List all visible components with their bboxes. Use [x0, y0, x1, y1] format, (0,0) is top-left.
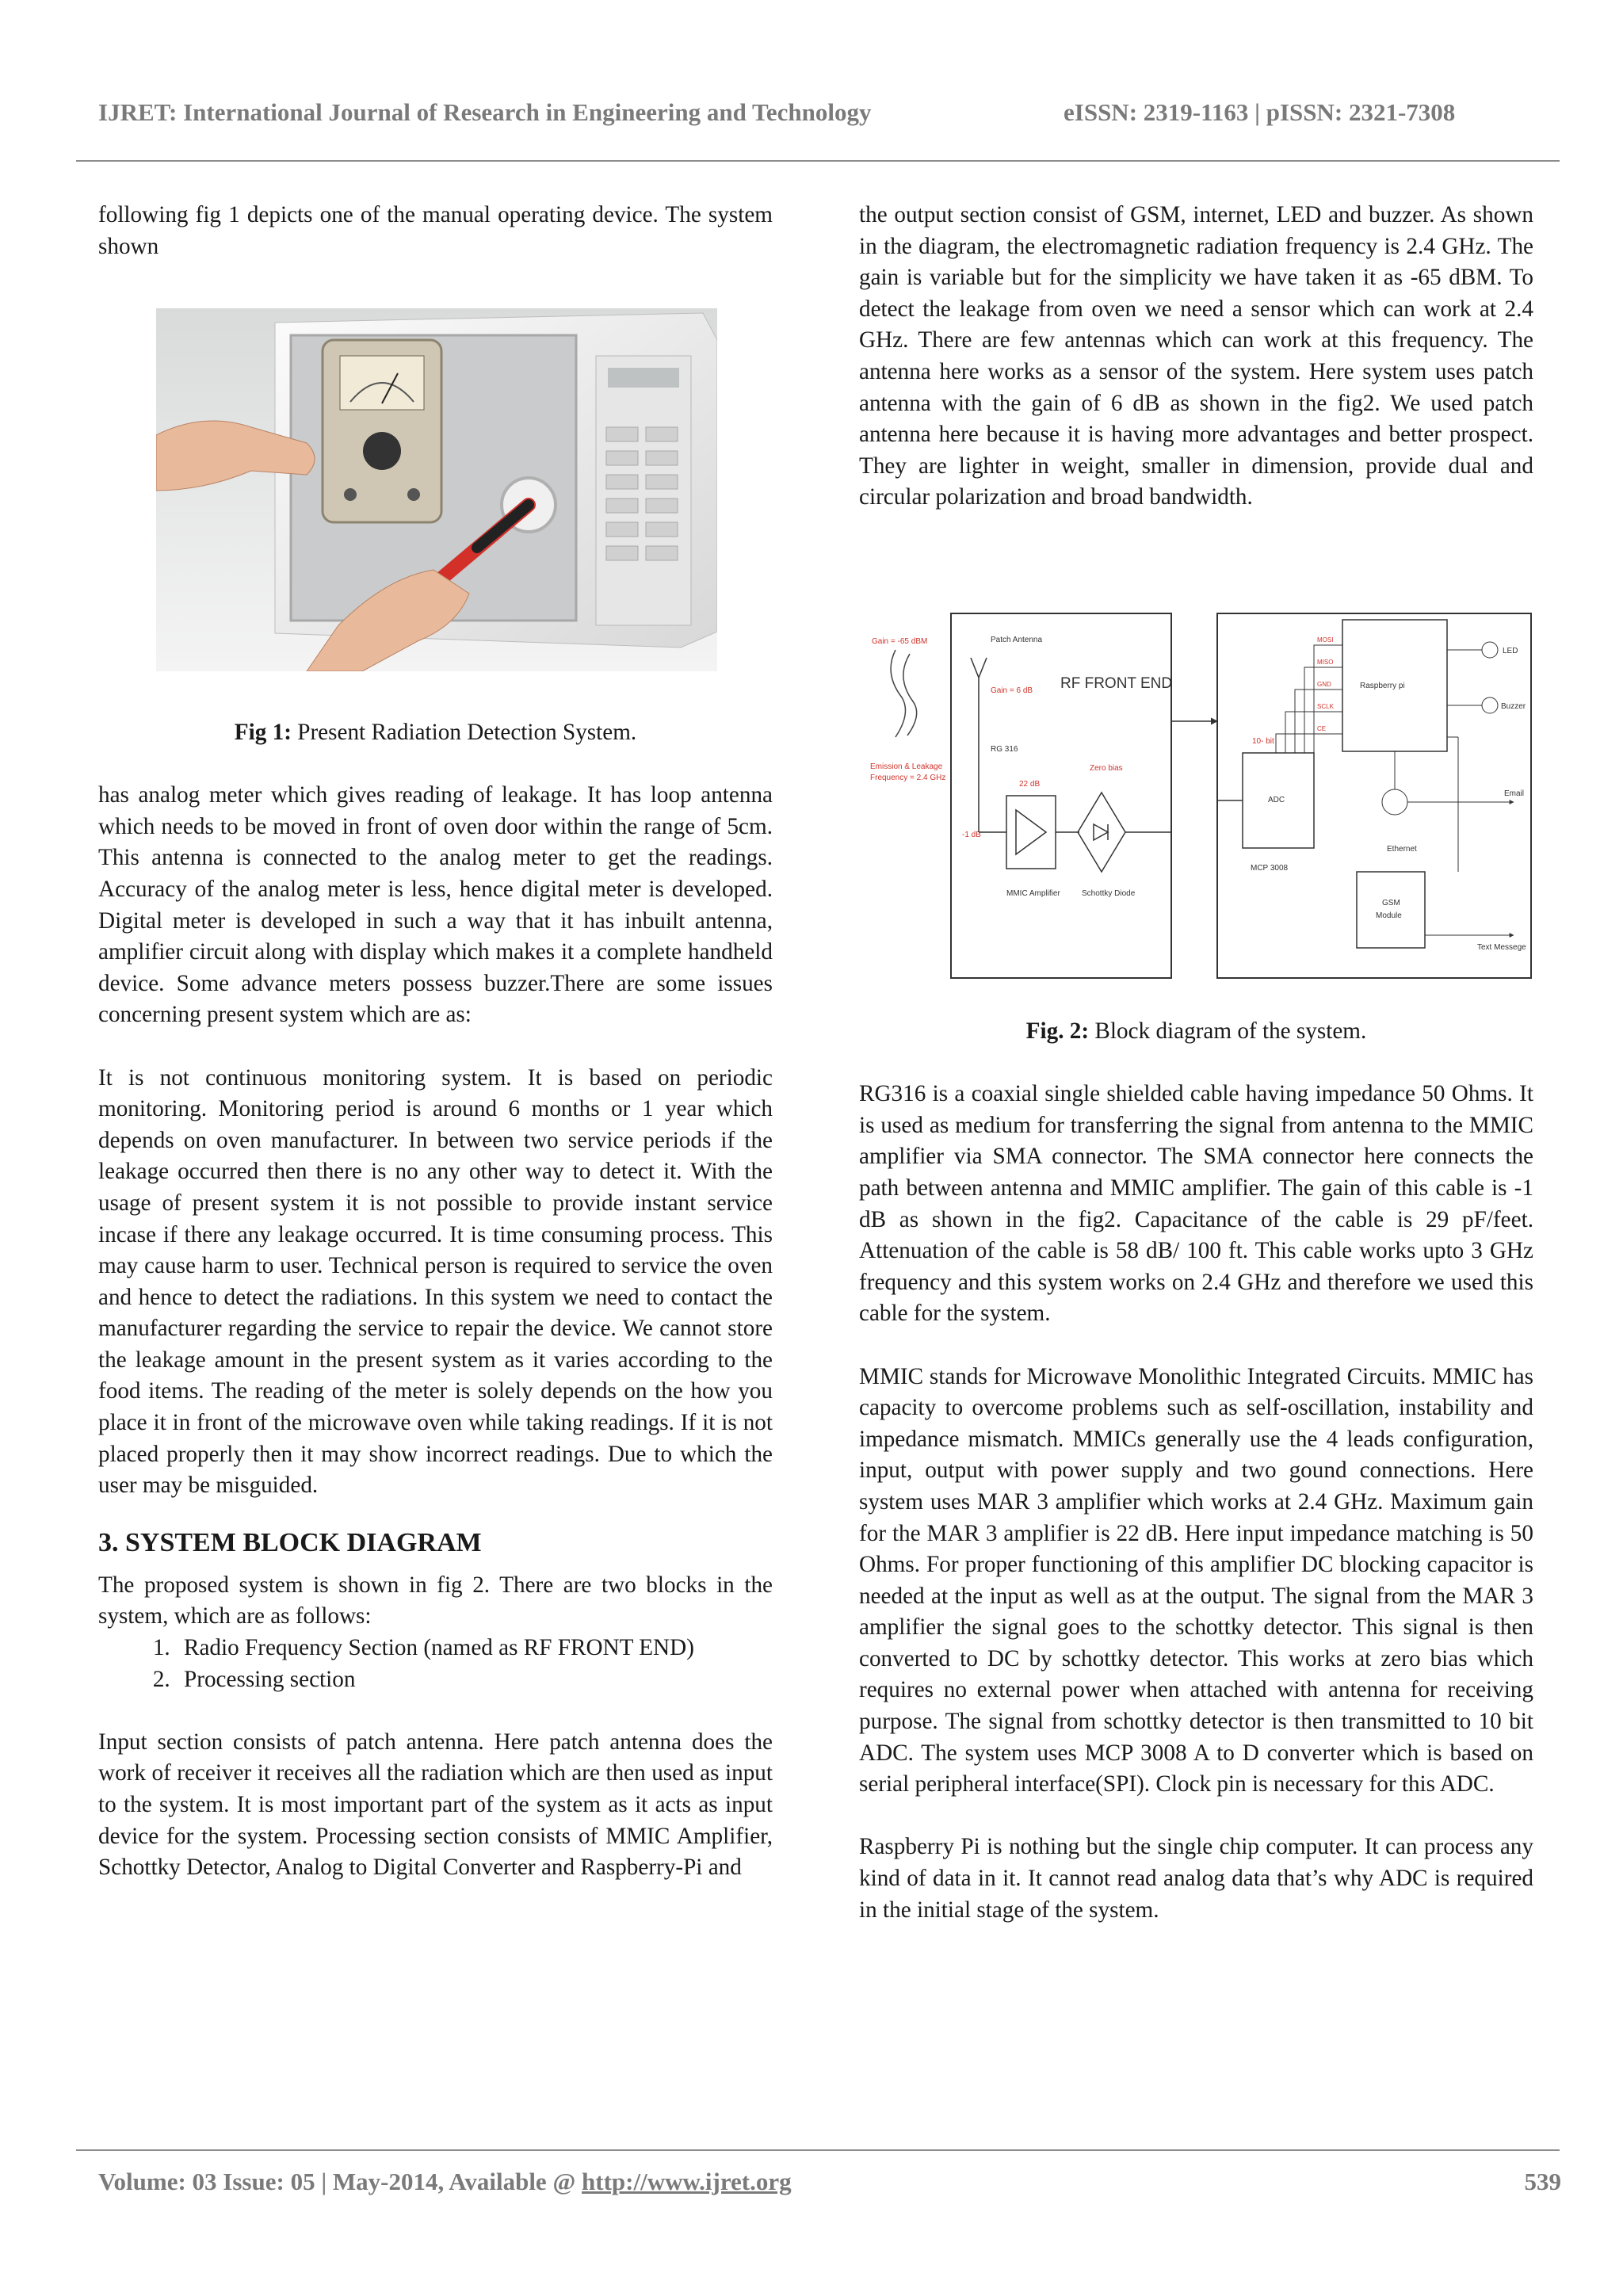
- amplifier-icon: [1016, 810, 1046, 854]
- meter-icon: [323, 340, 441, 522]
- emission-label-1: Emission & Leakage: [870, 762, 943, 771]
- gain-input-label: Gain = -65 dBM: [872, 637, 928, 646]
- rf-front-end-box: [951, 613, 1171, 978]
- paragraph: It is not continuous monitoring system. It is based on periodic monitoring. Monitoring period is around 6 months or 1 year which depends on oven manufacturer. In between two service periods if the leakage occurred then there is no any other way to detect it. With the usage of present system it is not possible to provide instant service incase if there any leakage occurred. It is time consuming process. This may cause harm to user. Technical person is required to service the oven and hence to detect the radiations. In this system we need to contact the manufacturer regarding the service to repair the device. We cannot store the leakage amount in the present system as it varies according to the food items. The reading of the meter is solely depends on the how you place it in front of the microwave oven while taking readings. If it is not placed properly then it may show incorrect readings. Due to which the user may be misguided.: [98, 1064, 773, 1499]
- zero-bias-label: Zero bias: [1090, 764, 1123, 773]
- right-col-body: [859, 1016, 1533, 1926]
- emission-wave-icon: [891, 650, 917, 737]
- pin-gnd: GND: [1317, 681, 1331, 688]
- ethernet-icon: [1382, 789, 1407, 815]
- gsm-module-box: [1357, 872, 1425, 948]
- paragraph: has analog meter which gives reading of leakage. It has loop antenna which needs to be moved in front of oven door within the range of 5cm. This antenna is connected to the analog meter to get the readings. Accuracy of the analog meter is less, hence digital meter is developed. Digital meter is developed in such a way that it has inbuilt antenna, amplifier circuit along with display which makes it a complete handheld device. Some advance meters possess buzzer.There are some issues concerning present system which are as:: [98, 782, 773, 1028]
- patch-gain-label: Gain = 6 dB: [991, 686, 1033, 695]
- fig2-block-diagram: [864, 602, 1537, 981]
- emission-label-2: Frequency = 2.4 GHz: [870, 774, 946, 782]
- fig1-photo: [156, 308, 717, 671]
- paragraph: the output section consist of GSM, internet, LED and buzzer. As shown in the diagram, the electromagnetic radiation frequency is 2.4 GHz. The gain is variable but for the simplicity we have taken it as -65 dBM. To detect the leakage from oven we need a sensor which can work at 2.4 GHz. There are few antennas which can work at this frequency. The antenna here works as a sensor of the system. Here system uses patch antenna with the gain of 6 dB as shown in the fig2. We used patch antenna here because it is having more advantages and better prospect. They are lighter in weight, smaller in dimension, provide dual and circular polarization and broad bandwidth.: [859, 202, 1533, 510]
- ethernet-label: Ethernet: [1387, 845, 1417, 854]
- processing-box: [1217, 613, 1531, 978]
- buzzer-icon: [1482, 697, 1498, 713]
- paragraph: RG316 is a coaxial single shielded cable having impedance 50 Ohms. It is used as medium for transferring the signal from antenna to the MMIC amplifier via SMA connector. The SMA connector here connects the path between antenna and MMIC amplifier. The gain of this cable is -1 dB as shown in the fig2. Capacitance of the cable is 29 pF/feet. Attenuation of the cable is 58 dB/ 100 ft. This cable works upto 3 GHz frequency and this system works on 2.4 GHz and therefore we used this cable for the system.: [859, 1081, 1533, 1327]
- footer-rule: [76, 2149, 1560, 2151]
- paragraph: following fig 1 depicts one of the manual operating device. The system shown: [98, 202, 773, 259]
- left-col-body: [98, 717, 773, 1884]
- list-item: 1. Radio Frequency Section (named as RF FRONT END): [176, 1633, 773, 1664]
- antenna-icon: [971, 658, 987, 721]
- mmic-amplifier-box: [1006, 796, 1056, 869]
- text-message-label: Text Messege: [1477, 943, 1526, 952]
- 10bit-label: 10- bit: [1252, 737, 1274, 746]
- adc-label: ADC: [1268, 796, 1285, 804]
- fig1-caption-text: Present Radiation Detection System.: [291, 720, 637, 745]
- pin-mosi: MOSI: [1317, 636, 1334, 644]
- paragraph: The proposed system is shown in fig 2. There are two blocks in the system, which are as follows:: [98, 1572, 773, 1629]
- rf-front-end-title: RF FRONT END: [1060, 675, 1173, 692]
- block-list: [98, 1633, 773, 1695]
- raspberry-pi-label: Raspberry pi: [1360, 682, 1405, 690]
- paragraph: Raspberry Pi is nothing but the single chip computer. It can process any kind of data in it. It cannot read analog data that’s why ADC is required in the initial stage of the system.: [859, 1834, 1533, 1923]
- led-label: LED: [1503, 647, 1518, 655]
- pin-miso: MISO: [1317, 659, 1334, 666]
- running-header: [98, 98, 1525, 127]
- journal-name: IJRET: International Journal of Research in Engineering and Technology: [98, 98, 872, 126]
- fig1-label: Fig 1:: [234, 720, 292, 745]
- fig2-caption: [859, 1016, 1533, 1048]
- header-rule: [76, 160, 1560, 162]
- right-col-top: [859, 200, 1533, 514]
- oven-control-panel: [596, 356, 691, 625]
- email-label: Email: [1504, 789, 1525, 798]
- volume-info: Volume: 03 Issue: 05 | May-2014, Available @: [98, 2168, 582, 2195]
- left-col-intro: [98, 200, 773, 262]
- fig2-caption-text: Block diagram of the system.: [1089, 1018, 1367, 1044]
- paragraph: Input section consists of patch antenna. Here patch antenna does the work of receiver it receives all the radiation which are then used as input to the system. It is most important part of the system as it acts as input device for the system. Processing section consists of MMIC Amplifier, Schottky Detector, Analog to Digital Converter and Raspberry-Pi and: [98, 1729, 773, 1881]
- section-heading: 3. SYSTEM BLOCK DIAGRAM: [98, 1527, 482, 1557]
- diode-icon: [1094, 824, 1108, 840]
- schottky-label: Schottky Diode: [1082, 889, 1136, 898]
- list-item: 2. Processing section: [176, 1664, 773, 1696]
- buzzer-label: Buzzer: [1501, 702, 1526, 711]
- cable-loss-label: -1 dB: [962, 831, 981, 839]
- rg316-label: RG 316: [991, 745, 1018, 754]
- schottky-diode-box: [1078, 793, 1125, 872]
- pin-sclk: SCLK: [1317, 703, 1334, 710]
- mcp3008-label: MCP 3008: [1251, 864, 1289, 873]
- paragraph: MMIC stands for Microwave Monolithic Integrated Circuits. MMIC has capacity to overcome problems such as self-oscillation, instability and impedance mismatch. MMICs generally use the 4 leads configuration, input, output with power supply and two gound connections. Here system uses MAR 3 amplifier which works at 2.4 GHz. Maximum gain for the MAR 3 amplifier is 22 dB. Here input impedance matching is 50 Ohms. For proper functioning of this amplifier DC blocking capacitor is needed at the input as well as at the output. The signal from the MAR 3 amplifier the signal goes to the schottky detector. This signal is then converted to DC by schottky detector. This works at zero bias which requires no external power when attached with antenna for receiving purpose. The signal from schottky detector is then transmitted to 10 bit ADC. The system uses MCP 3008 A to D converter which is based on serial peripheral interface(SPI). Clock pin is necessary for this ADC.: [859, 1363, 1533, 1797]
- fig2-label: Fig. 2:: [1025, 1018, 1090, 1044]
- led-icon: [1482, 642, 1498, 658]
- issn: eISSN: 2319-1163 | pISSN: 2321-7308: [1064, 98, 1456, 126]
- fig1-caption: [98, 717, 773, 749]
- mmic-label: MMIC Amplifier: [1006, 889, 1060, 898]
- patch-antenna-label: Patch Antenna: [991, 636, 1043, 644]
- pin-ce: CE: [1317, 725, 1327, 732]
- running-footer: [98, 2168, 1561, 2196]
- journal-link[interactable]: http://www.ijret.org: [582, 2168, 792, 2195]
- gsm-label-2: Module: [1376, 911, 1402, 920]
- amp-gain-label: 22 dB: [1019, 780, 1041, 789]
- gsm-label-1: GSM: [1382, 899, 1400, 907]
- page-number: 539: [1524, 2168, 1561, 2195]
